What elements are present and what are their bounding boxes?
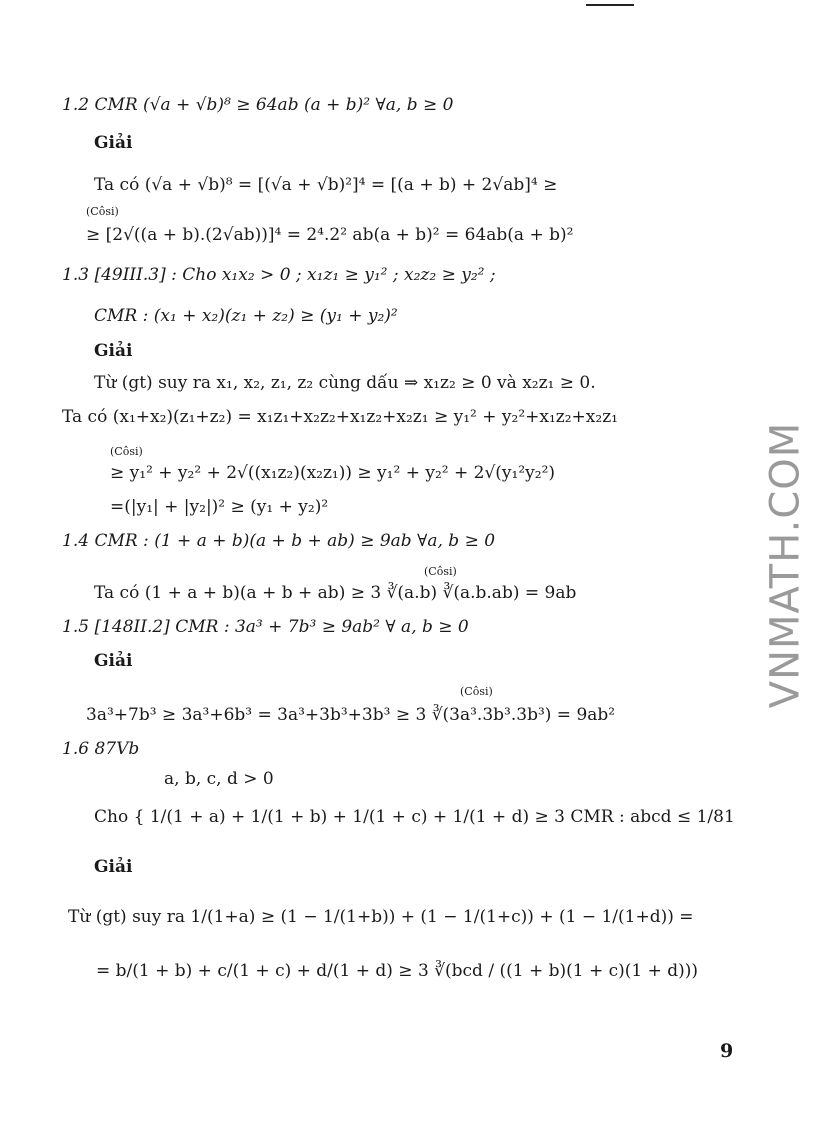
page-number: 9 xyxy=(720,1040,734,1062)
text-line: Giải xyxy=(94,341,133,361)
watermark-text: VNMATH.COM xyxy=(762,421,809,709)
text-line: 1.6 87Vb xyxy=(62,739,140,759)
text-line: (Côsi) xyxy=(86,205,119,218)
text-line: Cho { 1/(1 + a) + 1/(1 + b) + 1/(1 + c) + 1/(1 + d) ≥ 3 CMR : abcd ≤ 1/81 xyxy=(94,807,735,827)
text-line: =(|y₁| + |y₂|)² ≥ (y₁ + y₂)² xyxy=(110,497,329,517)
text-line: Từ (gt) suy ra x₁, x₂, z₁, z₂ cùng dấu ⇒ x₁z₂ ≥ 0 và x₂z₁ ≥ 0. xyxy=(94,373,596,393)
text-line: 3a³+7b³ ≥ 3a³+6b³ = 3a³+3b³+3b³ ≥ 3 ∛(3a³.3b³.3b³) = 9ab² xyxy=(86,705,616,725)
text-line: Từ (gt) suy ra 1/(1+a) ≥ (1 − 1/(1+b)) + (1 − 1/(1+c)) + (1 − 1/(1+d)) = xyxy=(68,907,694,927)
text-line: a, b, c, d > 0 xyxy=(164,769,274,789)
text-line: (Côsi) xyxy=(460,685,493,698)
text-line: ≥ y₁² + y₂² + 2√((x₁z₂)(x₂z₁)) ≥ y₁² + y₂² + 2√(y₁²y₂²) xyxy=(110,463,556,483)
text-line: Giải xyxy=(94,133,133,153)
text-line: (Côsi) xyxy=(424,565,457,578)
text-line: Ta có (x₁+x₂)(z₁+z₂) = x₁z₁+x₂z₂+x₁z₂+x₂z₁ ≥ y₁² + y₂²+x₁z₂+x₂z₁ xyxy=(62,407,618,427)
text-line: 1.2 CMR (√a + √b)⁸ ≥ 64ab (a + b)² ∀a, b ≥ 0 xyxy=(62,95,454,115)
text-line: (Côsi) xyxy=(110,445,143,458)
text-line: CMR : (x₁ + x₂)(z₁ + z₂) ≥ (y₁ + y₂)² xyxy=(94,306,398,326)
text-line: Giải xyxy=(94,651,133,671)
text-line: Ta có (1 + a + b)(a + b + ab) ≥ 3 ∛(a.b) ∛(a.b.ab) = 9ab xyxy=(94,583,577,603)
text-line: Giải xyxy=(94,857,133,877)
watermark xyxy=(758,400,812,730)
text-line: 1.5 [148II.2] CMR : 3a³ + 7b³ ≥ 9ab² ∀ a, b ≥ 0 xyxy=(62,617,469,637)
text-line: Ta có (√a + √b)⁸ = [(√a + √b)²]⁴ = [(a + b) + 2√ab]⁴ ≥ xyxy=(94,175,558,195)
text-line: = b/(1 + b) + c/(1 + c) + d/(1 + d) ≥ 3 ∛(bcd / ((1 + b)(1 + c)(1 + d))) xyxy=(96,961,699,981)
text-line: 1.4 CMR : (1 + a + b)(a + b + ab) ≥ 9ab ∀a, b ≥ 0 xyxy=(62,531,496,551)
text-line: ≥ [2√((a + b).(2√ab))]⁴ = 2⁴.2² ab(a + b)² = 64ab(a + b)² xyxy=(86,225,574,245)
top-rule xyxy=(586,4,634,6)
text-line: 1.3 [49III.3] : Cho x₁x₂ > 0 ; x₁z₁ ≥ y₁² ; x₂z₂ ≥ y₂² ; xyxy=(62,265,496,285)
